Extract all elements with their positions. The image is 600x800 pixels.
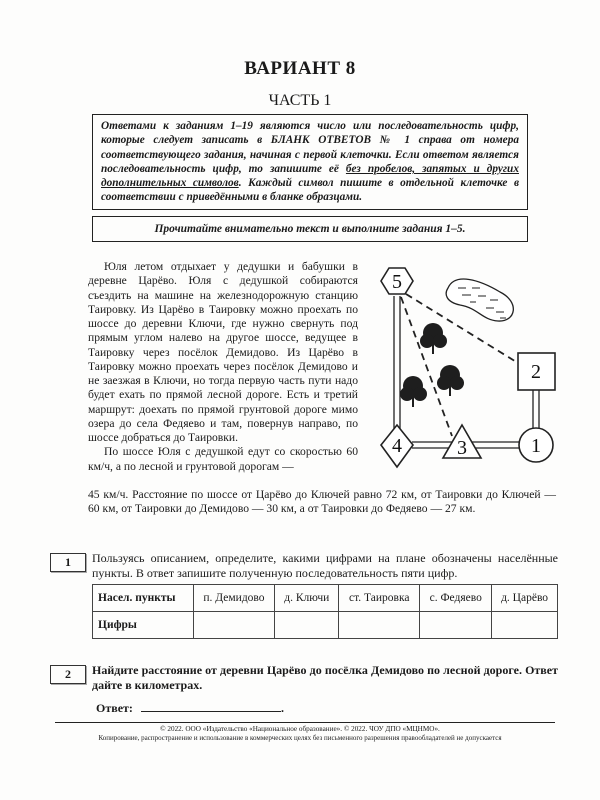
part-title: ЧАСТЬ 1 [268,92,332,109]
settlement-label-5: 5 [392,271,402,293]
answer-label: Ответ: [96,701,133,715]
task-1-number: 1 [50,553,86,572]
task-2-answer: Ответ: . [96,701,284,715]
tree-icon [400,323,464,407]
story-paragraph-1: Юля летом отдыхает у дедушки и бабушки в деревне Царёво. Юля с дедушкой собираются съездить на машине на железнодорожную станцию Таировку. Из Царёво в Таировку можно проехать по шоссе до деревни Ключи, где нужно свернуть под прямым углом налево на другое шоссе, ведущее в Таировку через посёлок Демидово. Из Царёво в Таировку можно проехать через посёлок Демидово и не заезжая в Ключи, но тогда первую часть пути надо будет ехать по прямой лесной дороге. Есть и третий маршрут: доехать по прямой грунтовой дороге мимо озера до села Федяево и там, повернув направо, по шоссе добраться до Таировки. [88,260,358,444]
table-header-cell: Насел. пункты [93,585,194,612]
table-header-cell: п. Демидово [193,585,275,612]
story-paragraph-2: По шоссе Юля с дедушкой едут со скоростью 60 км/ч, а по лесной и грунтовой дорогам — [88,445,358,473]
instructions-box [92,114,528,210]
settlement-label-3: 3 [457,437,467,459]
instructions-text: Ответами к заданиям 1–19 являются число или последовательность цифр, которые следует записать в БЛАНК ОТВЕТОВ № 1 справа от номера соответствующего задания, начиная с первой клеточки. Если ответом является последовательность цифр, то запишите её [101,120,519,175]
settlement-label-1: 1 [531,435,541,457]
footer-copyright: © 2022. ООО «Издательство «Национальное образование». © 2022. ЧОУ ДПО «МЦНМО». [160,725,440,733]
settlement-4-diamond [381,425,413,467]
route-map-diagram [370,255,570,485]
answer-cell[interactable] [492,612,558,639]
variant-title: ВАРИАНТ 8 [244,58,356,79]
settlement-label-4: 4 [392,435,402,457]
table-header-cell: ст. Таировка [339,585,420,612]
settlement-5-hexagon [381,268,413,294]
footer-notice: Копирование, распространение и использование в коммерческих целях без письменного разрешения правообладателей не допускается [98,734,502,742]
settlement-label-2: 2 [531,361,541,383]
task-1-text: Пользуясь описанием, определите, какими цифрами на плане обозначены населённые пункты. В ответ запишите полученную последовательность пяти цифр. [92,551,558,580]
task-2-number: 2 [50,665,86,684]
table-row [93,612,558,639]
task-2-text: Найдите расстояние от деревни Царёво до посёлка Демидово по лесной дороге. Ответ дайте в километрах. [92,663,558,692]
row-label-digits: Цифры [93,612,194,639]
instructions-underlined: без пробелов, запятых и других дополнительных символов [101,162,519,190]
table-header-cell: д. Царёво [492,585,558,612]
story-text [88,260,358,474]
footer-divider [55,722,555,723]
table-header-row [93,585,558,612]
answer-cell[interactable] [339,612,420,639]
story-paragraph-2-cont: 45 км/ч. Расстояние по шоссе от Царёво до Ключей равно 72 км, от Таировки до Ключей — 60 км, от Таировки до Демидово — 30 км, а от Таировки до Федяево — 27 км. [88,488,556,516]
table-header-cell: д. Ключи [275,585,339,612]
answer-cell[interactable] [275,612,339,639]
settlement-1-circle [519,428,553,462]
answer-line-field[interactable] [141,701,281,712]
answer-cell[interactable] [193,612,275,639]
read-prompt-box: Прочитайте внимательно текст и выполните задания 1–5. [92,216,528,242]
instructions-text-end: . Каждый символ пишите в отдельной клеточке в соответствии с приведёнными в бланке образцами. [101,177,520,204]
task-1-answer-table [92,584,558,639]
answer-cell[interactable] [420,612,492,639]
settlement-2-square [518,353,555,390]
table-header-cell: с. Федяево [420,585,492,612]
